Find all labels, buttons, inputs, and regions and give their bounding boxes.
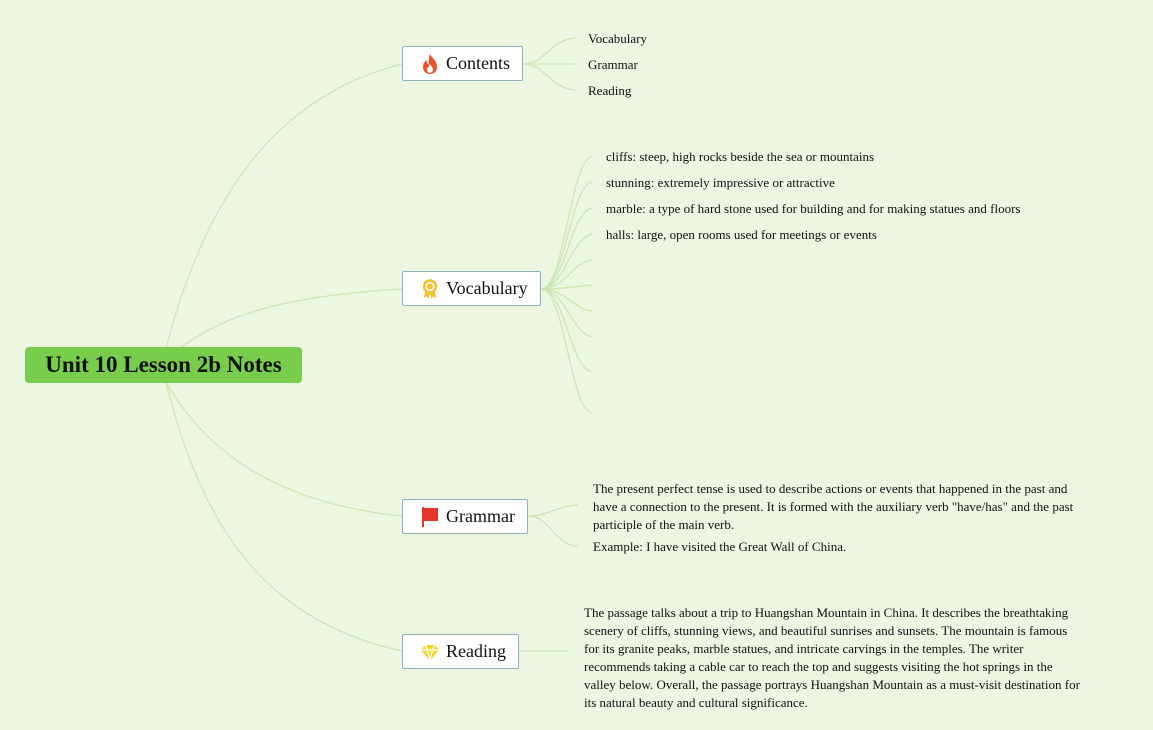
contents-item-grammar[interactable]: Grammar	[588, 57, 638, 72]
branch-grammar-label: Grammar	[446, 506, 515, 526]
connector-root-vocabulary	[180, 289, 402, 348]
connector-root-grammar	[166, 382, 402, 516]
diamond-icon	[419, 641, 441, 663]
connector-vocab-9	[541, 289, 592, 372]
branch-contents-label: Contents	[446, 53, 511, 73]
connector-vocab-8	[541, 289, 592, 337]
connector-grammar-2	[528, 516, 578, 546]
branch-vocabulary[interactable]	[402, 271, 541, 306]
vocab-item-marble[interactable]: marble: a type of hard stone used for building and for making statues and floors	[606, 201, 1021, 216]
grammar-item-definition[interactable]: The present perfect tense is used to describe actions or events that happened in the past and have a connection to the present. It is formed with the auxiliary verb "have/has" and the past participle of the main verb.	[593, 481, 1074, 532]
contents-item-reading[interactable]: Reading	[588, 83, 632, 98]
fire-icon	[419, 53, 441, 75]
connector-vocab-1	[541, 156, 592, 289]
connector-contents-1	[523, 38, 575, 64]
branch-reading[interactable]	[402, 634, 519, 669]
root-topic[interactable]	[25, 347, 302, 383]
connector-root-contents	[166, 64, 402, 348]
vocab-item-stunning[interactable]: stunning: extremely impressive or attractive	[606, 175, 835, 190]
connector-root-reading	[166, 382, 402, 651]
vocab-item-cliffs[interactable]: cliffs: steep, high rocks beside the sea or mountains	[606, 149, 875, 164]
branch-contents[interactable]	[402, 46, 523, 81]
grammar-item-example[interactable]: Example: I have visited the Great Wall of China.	[593, 539, 847, 554]
flag-icon	[419, 506, 441, 528]
connector-vocab-10	[541, 289, 592, 413]
vocab-item-halls[interactable]: halls: large, open rooms used for meetings or events	[606, 227, 877, 242]
branch-vocabulary-label: Vocabulary	[446, 278, 528, 298]
connector-grammar-1	[528, 505, 578, 516]
reading-summary[interactable]: The passage talks about a trip to Huangshan Mountain in China. It describes the breathtaking scenery of cliffs, stunning views, and beautiful sunrises and sunsets. The mountain is famous for its granite peaks, marble statues, and intricate carvings in the temples. The writer recommends taking a cable car to reach the top and suggests visiting the hot springs in the valley below. Overall, the passage portrays Huangshan Mountain as a must-visit destination for its natural beauty and cultural significance.	[584, 605, 1080, 710]
root-title: Unit 10 Lesson 2b Notes	[45, 352, 282, 377]
connector-vocab-2	[541, 182, 592, 289]
branch-grammar[interactable]	[402, 499, 528, 534]
connector-contents-3	[523, 64, 575, 90]
contents-item-vocabulary[interactable]: Vocabulary	[588, 31, 647, 46]
branch-reading-label: Reading	[446, 641, 506, 661]
award-icon	[419, 278, 441, 300]
